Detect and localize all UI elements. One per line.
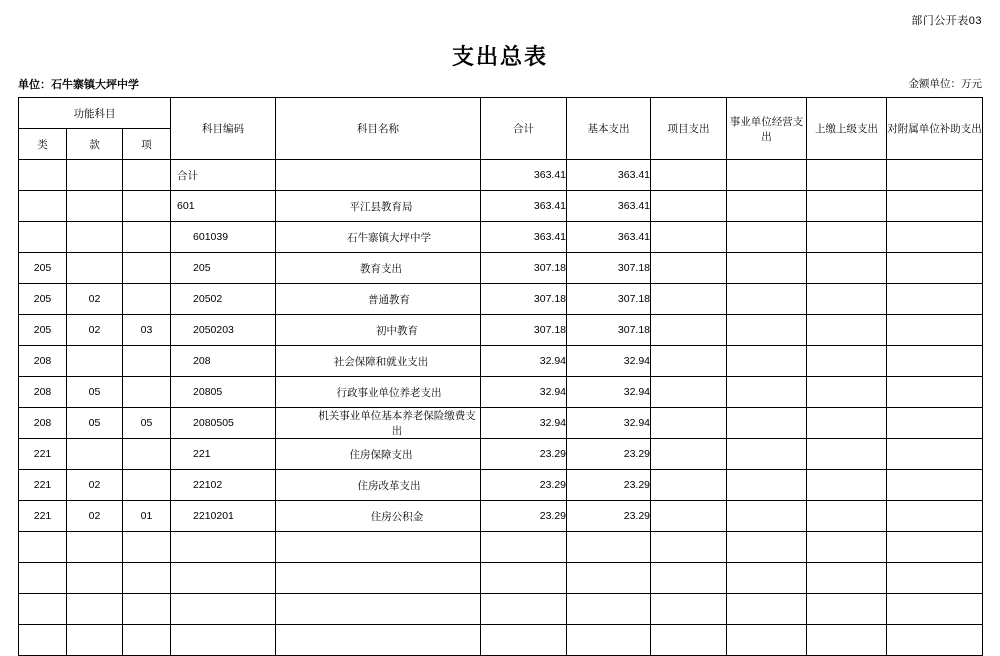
cell-subject-code (171, 594, 276, 625)
cell-item: 01 (123, 501, 171, 532)
cell-project-expenditure (651, 532, 727, 563)
cell-project-expenditure (651, 563, 727, 594)
cell-basic-expenditure: 23.29 (567, 439, 651, 470)
header-subsidy-to-subordinate: 对附属单位补助支出 (887, 98, 983, 160)
cell-project-expenditure (651, 408, 727, 439)
cell-paid-to-superior (807, 501, 887, 532)
cell-subject-code: 221 (171, 439, 276, 470)
table-row (19, 160, 983, 191)
cell-subsidy-to-subordinate (887, 253, 983, 284)
table-header (19, 98, 983, 160)
cell-subject-code: 205 (171, 253, 276, 284)
table-row (19, 532, 983, 563)
cell-project-expenditure (651, 315, 727, 346)
cell-class (19, 222, 67, 253)
header-section: 款 (67, 129, 123, 160)
cell-paid-to-superior (807, 532, 887, 563)
cell-business-operating (727, 377, 807, 408)
cell-subsidy-to-subordinate (887, 377, 983, 408)
cell-section: 02 (67, 501, 123, 532)
cell-business-operating (727, 594, 807, 625)
cell-class: 208 (19, 346, 67, 377)
cell-business-operating (727, 253, 807, 284)
cell-paid-to-superior (807, 284, 887, 315)
cell-subject-name: 住房保障支出 (276, 439, 481, 470)
cell-total: 32.94 (481, 346, 567, 377)
cell-subject-name: 普通教育 (276, 284, 481, 315)
cell-subject-code: 20502 (171, 284, 276, 315)
cell-class: 221 (19, 439, 67, 470)
cell-total (481, 625, 567, 656)
table-row (19, 222, 983, 253)
table-row (19, 470, 983, 501)
cell-paid-to-superior (807, 594, 887, 625)
cell-subsidy-to-subordinate (887, 501, 983, 532)
cell-paid-to-superior (807, 377, 887, 408)
cell-total: 23.29 (481, 439, 567, 470)
cell-subject-name (276, 160, 481, 191)
cell-total: 363.41 (481, 160, 567, 191)
cell-subject-code (171, 563, 276, 594)
header-item: 项 (123, 129, 171, 160)
cell-business-operating (727, 439, 807, 470)
cell-section (67, 191, 123, 222)
cell-subject-name: 初中教育 (276, 315, 481, 346)
cell-paid-to-superior (807, 439, 887, 470)
cell-item: 05 (123, 408, 171, 439)
cell-subsidy-to-subordinate (887, 470, 983, 501)
cell-subject-code: 601039 (171, 222, 276, 253)
cell-paid-to-superior (807, 253, 887, 284)
header-paid-to-superior: 上缴上级支出 (807, 98, 887, 160)
cell-item (123, 253, 171, 284)
cell-subsidy-to-subordinate (887, 563, 983, 594)
table-row (19, 501, 983, 532)
cell-subject-code: 208 (171, 346, 276, 377)
cell-paid-to-superior (807, 408, 887, 439)
cell-paid-to-superior (807, 191, 887, 222)
cell-subsidy-to-subordinate (887, 284, 983, 315)
cell-business-operating (727, 222, 807, 253)
cell-project-expenditure (651, 439, 727, 470)
cell-project-expenditure (651, 284, 727, 315)
cell-class (19, 532, 67, 563)
cell-project-expenditure (651, 470, 727, 501)
cell-project-expenditure (651, 501, 727, 532)
header-total: 合计 (481, 98, 567, 160)
cell-subject-name (276, 532, 481, 563)
cell-subsidy-to-subordinate (887, 625, 983, 656)
cell-total: 307.18 (481, 253, 567, 284)
cell-class: 208 (19, 377, 67, 408)
table-row (19, 253, 983, 284)
cell-business-operating (727, 346, 807, 377)
cell-business-operating (727, 470, 807, 501)
cell-section: 02 (67, 284, 123, 315)
cell-project-expenditure (651, 253, 727, 284)
cell-subject-code: 20805 (171, 377, 276, 408)
cell-subject-name (276, 563, 481, 594)
cell-class: 205 (19, 284, 67, 315)
header-class: 类 (19, 129, 67, 160)
cell-paid-to-superior (807, 315, 887, 346)
cell-item (123, 563, 171, 594)
cell-class (19, 563, 67, 594)
cell-class (19, 160, 67, 191)
table-row (19, 625, 983, 656)
cell-section: 02 (67, 470, 123, 501)
cell-basic-expenditure: 23.29 (567, 470, 651, 501)
cell-project-expenditure (651, 594, 727, 625)
cell-item (123, 222, 171, 253)
cell-total (481, 532, 567, 563)
cell-item (123, 191, 171, 222)
cell-class (19, 594, 67, 625)
cell-total: 23.29 (481, 501, 567, 532)
cell-total: 363.41 (481, 222, 567, 253)
header-subject-name: 科目名称 (276, 98, 481, 160)
cell-subject-name: 石牛寨镇大坪中学 (276, 222, 481, 253)
cell-section (67, 594, 123, 625)
header-function-group: 功能科目 (19, 98, 171, 129)
cell-subject-code: 22102 (171, 470, 276, 501)
cell-basic-expenditure: 307.18 (567, 315, 651, 346)
cell-subsidy-to-subordinate (887, 191, 983, 222)
cell-basic-expenditure: 32.94 (567, 377, 651, 408)
cell-subject-code: 2210201 (171, 501, 276, 532)
cell-item (123, 594, 171, 625)
cell-subject-code: 2080505 (171, 408, 276, 439)
cell-project-expenditure (651, 346, 727, 377)
header-basic-expenditure: 基本支出 (567, 98, 651, 160)
cell-subject-code (171, 625, 276, 656)
table-row (19, 594, 983, 625)
cell-basic-expenditure: 363.41 (567, 160, 651, 191)
cell-section (67, 532, 123, 563)
cell-basic-expenditure: 32.94 (567, 346, 651, 377)
cell-project-expenditure (651, 222, 727, 253)
cell-total: 307.18 (481, 315, 567, 346)
cell-subject-name: 住房改革支出 (276, 470, 481, 501)
header-project-expenditure: 项目支出 (651, 98, 727, 160)
cell-total: 32.94 (481, 377, 567, 408)
expenditure-summary-table (18, 97, 983, 656)
cell-subsidy-to-subordinate (887, 532, 983, 563)
cell-basic-expenditure (567, 532, 651, 563)
cell-subject-name: 教育支出 (276, 253, 481, 284)
cell-item (123, 439, 171, 470)
table-row (19, 284, 983, 315)
cell-subsidy-to-subordinate (887, 315, 983, 346)
cell-subsidy-to-subordinate (887, 408, 983, 439)
cell-subsidy-to-subordinate (887, 346, 983, 377)
cell-total (481, 594, 567, 625)
cell-business-operating (727, 408, 807, 439)
meta-row (18, 76, 982, 92)
cell-section: 02 (67, 315, 123, 346)
cell-subsidy-to-subordinate (887, 439, 983, 470)
cell-item: 03 (123, 315, 171, 346)
cell-class: 205 (19, 253, 67, 284)
cell-business-operating (727, 160, 807, 191)
table-row (19, 408, 983, 439)
cell-project-expenditure (651, 377, 727, 408)
cell-item (123, 625, 171, 656)
cell-business-operating (727, 284, 807, 315)
table-body (19, 160, 983, 656)
cell-basic-expenditure: 307.18 (567, 253, 651, 284)
table-row (19, 563, 983, 594)
cell-subject-code: 2050203 (171, 315, 276, 346)
cell-subject-name: 行政事业单位养老支出 (276, 377, 481, 408)
cell-subject-name (276, 625, 481, 656)
cell-class (19, 191, 67, 222)
cell-item (123, 532, 171, 563)
cell-section (67, 563, 123, 594)
cell-business-operating (727, 501, 807, 532)
cell-subject-code: 601 (171, 191, 276, 222)
cell-subject-code (171, 532, 276, 563)
cell-section (67, 253, 123, 284)
table-row (19, 377, 983, 408)
page-title: 支出总表 (451, 44, 548, 69)
cell-section (67, 439, 123, 470)
cell-class: 208 (19, 408, 67, 439)
cell-basic-expenditure (567, 625, 651, 656)
cell-item (123, 470, 171, 501)
cell-paid-to-superior (807, 160, 887, 191)
cell-class (19, 625, 67, 656)
table-row (19, 346, 983, 377)
cell-subsidy-to-subordinate (887, 594, 983, 625)
cell-paid-to-superior (807, 470, 887, 501)
cell-item (123, 284, 171, 315)
cell-basic-expenditure: 363.41 (567, 222, 651, 253)
cell-basic-expenditure: 307.18 (567, 284, 651, 315)
cell-total: 23.29 (481, 470, 567, 501)
cell-total: 32.94 (481, 408, 567, 439)
cell-subject-name: 社会保障和就业支出 (276, 346, 481, 377)
cell-project-expenditure (651, 191, 727, 222)
header-business-operating: 事业单位经营支出 (727, 98, 807, 160)
cell-business-operating (727, 191, 807, 222)
cell-business-operating (727, 563, 807, 594)
cell-paid-to-superior (807, 563, 887, 594)
table-header-row-group (19, 98, 983, 129)
cell-class: 221 (19, 501, 67, 532)
cell-basic-expenditure (567, 594, 651, 625)
form-number-label: 部门公开表03 (911, 15, 982, 27)
cell-total: 307.18 (481, 284, 567, 315)
unit-label: 单位：石牛寨镇大坪中学 (18, 79, 139, 91)
cell-paid-to-superior (807, 346, 887, 377)
cell-paid-to-superior (807, 625, 887, 656)
cell-section (67, 346, 123, 377)
cell-section (67, 160, 123, 191)
cell-item (123, 346, 171, 377)
cell-subject-name (276, 594, 481, 625)
cell-total (481, 563, 567, 594)
table-row (19, 315, 983, 346)
cell-basic-expenditure (567, 563, 651, 594)
cell-item (123, 377, 171, 408)
cell-section (67, 222, 123, 253)
cell-basic-expenditure: 32.94 (567, 408, 651, 439)
cell-class: 221 (19, 470, 67, 501)
cell-business-operating (727, 625, 807, 656)
cell-subject-code: 合计 (171, 160, 276, 191)
cell-project-expenditure (651, 625, 727, 656)
cell-total: 363.41 (481, 191, 567, 222)
cell-section: 05 (67, 377, 123, 408)
amount-unit-label: 金额单位：万元 (908, 78, 982, 90)
cell-subsidy-to-subordinate (887, 160, 983, 191)
cell-class: 205 (19, 315, 67, 346)
cell-business-operating (727, 315, 807, 346)
cell-paid-to-superior (807, 222, 887, 253)
table-row (19, 439, 983, 470)
cell-basic-expenditure: 23.29 (567, 501, 651, 532)
cell-subject-name: 住房公积金 (276, 501, 481, 532)
table-row (19, 191, 983, 222)
cell-subject-name: 平江县教育局 (276, 191, 481, 222)
cell-subsidy-to-subordinate (887, 222, 983, 253)
cell-project-expenditure (651, 160, 727, 191)
cell-subject-name: 机关事业单位基本养老保险缴费支出 (276, 408, 481, 439)
cell-section (67, 625, 123, 656)
cell-item (123, 160, 171, 191)
header-subject-code: 科目编码 (171, 98, 276, 160)
cell-basic-expenditure: 363.41 (567, 191, 651, 222)
cell-business-operating (727, 532, 807, 563)
cell-section: 05 (67, 408, 123, 439)
